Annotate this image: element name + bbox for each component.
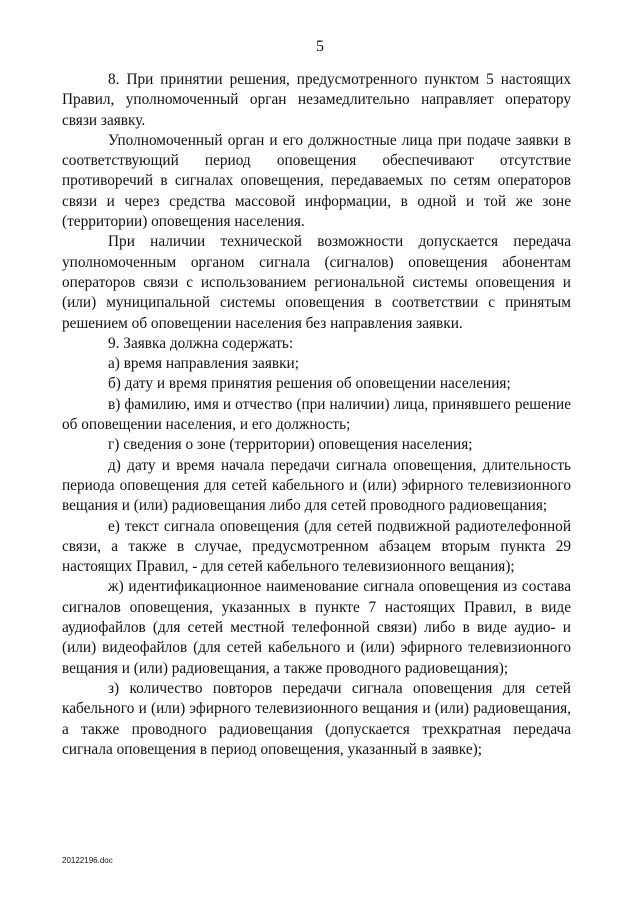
list-item-z: з) количество повторов передачи сигнала оповещения для сетей кабельного и (или) эфирного телевизионного вещания и (или) радиовещания, а также проводного радиовещания (допускается трехкратная передача сигнала оповещения в период оповещения, указанный в заявке);: [62, 679, 571, 758]
list-item-a: а) время направления заявки;: [108, 355, 299, 373]
paragraph-9-heading: 9. Заявка должна содержать:: [108, 334, 294, 352]
list-item-g: г) сведения о зоне (территории) оповещения населения;: [108, 436, 473, 454]
list-item-b: б) дату и время принятия решения об оповещении населения;: [108, 375, 511, 393]
list-item-e: е) текст сигнала оповещения (для сетей подвижной радиотелефонной связи, а также в случае, предусмотренном абзацем вторым пункта 29 настоящих Правил, - для сетей кабельного телевизионного вещания);: [62, 517, 571, 576]
list-item-d: д) дату и время начала передачи сигнала оповещения, длительность периода оповещения для сетей кабельного и (или) эфирного телевизионного вещания и (или) радиовещания либо для сетей проводного радиовещания;: [62, 456, 571, 515]
list-item-zh: ж) идентификационное наименование сигнала оповещения из состава сигналов оповещения, указанных в пункте 7 настоящих Правил, в виде аудиофайлов (для сетей местной телефонной связи) либо в виде аудио- и (или) видеофайлов (для сетей кабельного и (или) эфирного телевизионного вещания и (или) радиовещания, а также проводного радиовещания);: [62, 578, 571, 677]
footer-file-name: 20122196.doc: [62, 856, 113, 865]
list-item-v: в) фамилию, имя и отчество (при наличии) лица, принявшего решение об оповещении населения, и его должность;: [62, 395, 571, 434]
page-number: 5: [316, 38, 324, 55]
document-body: [62, 70, 571, 760]
paragraph-8-direct-transmission: При наличии технической возможности допускается передача уполномоченным органом сигнала (сигналов) оповещения абонентам операторов связи с использованием региональной системы оповещения и (или) муниципальной системы оповещения в соответствии с принятым решением об оповещении населения без направления заявки.: [62, 233, 571, 332]
paragraph-8-intro: 8. При принятии решения, предусмотренного пунктом 5 настоящих Правил, уполномоченный орган незамедлительно направляет оператору связи заявку.: [62, 71, 571, 129]
paragraph-8-contradictions: Уполномоченный орган и его должностные лица при подаче заявки в соответствующий период оповещения обеспечивают отсутствие противоречий в сигналах оповещения, передаваемых по сетям операторов связи и через средства массовой информации, в одной и той же зоне (территории) оповещения населения.: [62, 131, 571, 231]
